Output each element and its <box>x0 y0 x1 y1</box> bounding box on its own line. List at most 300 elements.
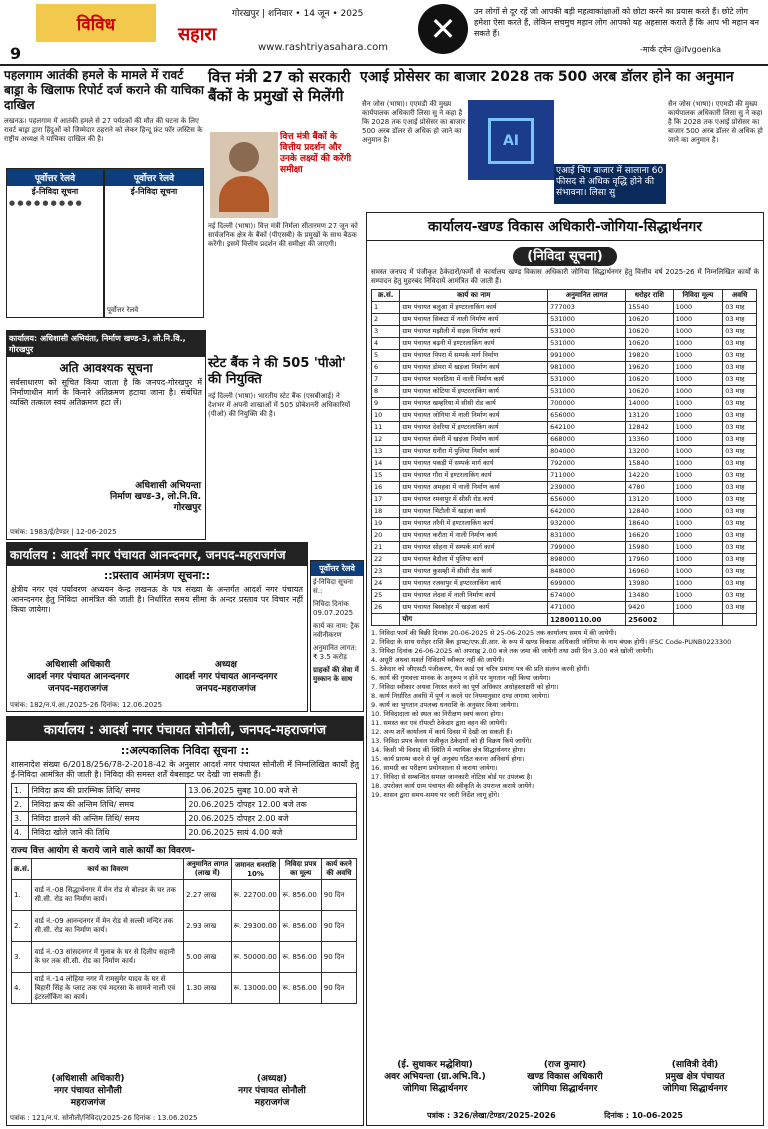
works-cell: 90 दिन <box>321 880 356 911</box>
works-title: राज्य वित्त आयोग से कराये जाने वाले कार्यों का विवरण- <box>11 846 195 856</box>
notice-sig-left: (अधिशासी अधिकारी) नगर पंचायत सोनौली महराजगंज <box>51 1074 125 1108</box>
notice-sig-left: अधिशासी अधिकारी आदर्श नगर पंचायत आनन्दनगर जनपद-महराजगंज <box>26 660 130 694</box>
jogia-cell: 1000 <box>673 494 723 506</box>
jogia-row <box>372 530 757 542</box>
photo-finance-minister <box>210 132 278 218</box>
jogia-cell: 13980 <box>626 578 673 590</box>
works-cell: रू. 856.00 <box>280 942 321 973</box>
notice-ref: पत्रांक : 121/न.पं. सोनौली/निविदा/2025-26 दिनांक : 13.06.2025 <box>10 1114 198 1122</box>
schedule-label: निविदा क्रय की अन्तिम तिथि/ समय <box>29 798 186 812</box>
jogia-term: 2. निविदा के साथ धरोहर राशि बैंक ड्राफ्ट/एफ.डी.आर. के रूप में खण्ड विकास अधिकारी जोगिया के नाम बंधक होगी। IFSC Code-PUNB0223300 <box>371 638 732 646</box>
jogia-row <box>372 350 757 362</box>
jogia-cell: 20 <box>372 530 400 542</box>
works-table <box>11 858 357 1004</box>
works-cell: रू. 29300.00 <box>231 911 280 942</box>
jogia-cell: 700000 <box>548 398 626 410</box>
schedule-label: निविदा क्रय की प्रारम्भिक तिथि/ समय <box>29 784 186 798</box>
jogia-cell: 11 <box>372 422 400 434</box>
story-badra <box>4 68 204 168</box>
jogia-cell: ग्राम पंचायत सिकटा में नाली निर्माण कार्य <box>400 314 548 326</box>
jogia-cell: 981000 <box>548 362 626 374</box>
jogia-cell: ग्राम पंचायत पकड़ी में सम्पर्क मार्ग कार्य <box>400 458 548 470</box>
jogia-header: निविदा मूल्य <box>673 290 723 302</box>
jogia-cell: 15840 <box>626 458 673 470</box>
jogia-cell: 12 <box>372 434 400 446</box>
notice-sig-right: (अध्यक्ष) नगर पंचायत सोनौली महराजगंज <box>238 1074 306 1108</box>
works-row <box>12 911 357 942</box>
works-header: कार्य का विवरण <box>32 859 184 880</box>
jogia-cell: 19620 <box>626 362 673 374</box>
jogia-term: 19. शासन द्वारा समय-समय पर जारी निर्देश लागू होंगे। <box>371 791 500 799</box>
notice-intro: समस्त जनपद में पंजीकृत ठेकेदारों/फर्मों से कार्यालय खण्ड विकास अधिकारी जोगिया सिद्धार्थनगर हेतु वित्तीय वर्ष 2025-26 में निम्नलिखित कार्यों के सम्पादन हेतु मुहरबंद निविदायें आमंत्रित की जाती हैं। <box>371 268 759 285</box>
schedule-row <box>12 784 357 798</box>
jogia-sig-3: (सावित्री देवी) प्रमुख क्षेत्र पंचायत जोगिया सिद्धार्थनगर <box>662 1060 728 1094</box>
jogia-cell: 1000 <box>673 590 723 602</box>
jogia-cell: 656000 <box>548 494 626 506</box>
works-row <box>12 973 357 1004</box>
works-cell: रू. 856.00 <box>280 880 321 911</box>
works-header: अनुमानित लागत (लाख में) <box>184 859 231 880</box>
schedule-value: 20.06.2025 दोपहर 12.00 बजे तक <box>186 798 357 812</box>
jogia-cell: ग्राम पंचायत गौरा में इण्टरलाकिंग कार्य <box>400 470 548 482</box>
jogia-term: 14. किसी भी विवाद की स्थिति में न्यायिक क्षेत्र सिद्धार्थनगर होगा। <box>371 746 526 754</box>
railway-title: पूर्वोत्तर रेलवे <box>7 169 103 186</box>
works-header: निविदा प्रपत्र का मूल्य <box>280 859 321 880</box>
railway-item: ई-निविदा सूचना सं.: <box>313 578 353 595</box>
jogia-cell: 1000 <box>673 602 723 614</box>
notice-title: (निविदा सूचना) <box>513 247 616 266</box>
jogia-row <box>372 566 757 578</box>
railway-footer: ग्राहकों की सेवा में मुस्कान के साथ <box>313 666 359 683</box>
jogia-total-row <box>372 614 757 626</box>
schedule-num: 3. <box>12 812 29 826</box>
jogia-cell: 642000 <box>548 506 626 518</box>
works-header: क्र.सं. <box>12 859 32 880</box>
works-cell: वार्ड नं.-08 सिद्धार्थनगर में मेन रोड से बोल्डर के घर तक सी.सी. रोड का निर्माण कार्य। <box>32 880 184 911</box>
notice-bar: कार्यालय: अधिशासी अभियंता, निर्माण खण्ड-3, लो.नि.वि., गोरखपुर <box>7 331 205 357</box>
jogia-total-cell: 256002 <box>626 614 673 626</box>
jogia-term: 6. कार्य की गुणवत्ता मानक के अनुरूप न होने पर भुगतान नहीं किया जायेगा। <box>371 674 551 682</box>
works-cell: वार्ड नं.-14 लोहिया नगर में रामसुमेर यादव के घर से बिहारी सिंह के प्लाट तक एवं मदरसा के सामने नाली एवं इंटरलॉकिंग का कार्य। <box>32 973 184 1004</box>
jogia-cell: ग्राम पंचायत भरवठिया में नाली निर्माण कार्य <box>400 374 548 386</box>
works-cell: रू. 13000.00 <box>231 973 280 1004</box>
railway-sub: ई-निविदा सूचना <box>31 187 79 196</box>
schedule-label: निविदा खोले जाने की तिथि <box>29 826 186 840</box>
jogia-cell: 13360 <box>626 434 673 446</box>
page-number: 9 <box>10 44 22 63</box>
story-body: लखनऊ। पहलगाम में आतंकी हमले से 27 पर्यटकों की मौत की घटना के लिए रावर्ट बाड्रा द्वारा हिंदुओं को जिम्मेदार ठहराने को लेकर हिन्दू फ्रंट फॉर जस्टिस के राष्ट्रीय अध्यक्ष ने याचिका दाखिल की है। <box>4 117 203 143</box>
jogia-cell: 03 माह <box>723 566 757 578</box>
railway-notice-1b <box>104 168 204 318</box>
jogia-cell: 531000 <box>548 386 626 398</box>
jogia-cell: 03 माह <box>723 530 757 542</box>
jogia-cell: 1000 <box>673 350 723 362</box>
schedule-row <box>12 826 357 840</box>
jogia-row <box>372 494 757 506</box>
notice-signer-city: गोरखपुर <box>173 503 201 513</box>
jogia-cell: 15 <box>372 470 400 482</box>
jogia-cell: 12840 <box>626 506 673 518</box>
jogia-cell: 1 <box>372 302 400 314</box>
jogia-cell: 03 माह <box>723 326 757 338</box>
schedule-num: 1. <box>12 784 29 798</box>
jogia-cell: ग्राम पंचायत भिटौली में खड़ंजा कार्य <box>400 506 548 518</box>
jogia-cell: 10620 <box>626 338 673 350</box>
jogia-cell: ग्राम पंचायत सोहना में सम्पर्क मार्ग कार्य <box>400 542 548 554</box>
jogia-cell: 699000 <box>548 578 626 590</box>
story-body: नई दिल्ली (भाषा)। भारतीय स्टेट बैंक (एसबीआई) ने देशभर में अपनी शाखाओं में 505 प्रोबेशनरी अधिकारियों (पीओ) की नियुक्ति की है। <box>208 392 351 418</box>
jogia-cell: 1000 <box>673 458 723 470</box>
jogia-cell: ग्राम पंचायत अमहवा में नाली निर्माण कार्य <box>400 482 548 494</box>
jogia-cell: 03 माह <box>723 302 757 314</box>
jogia-cell: 03 माह <box>723 362 757 374</box>
works-cell: रू. 856.00 <box>280 911 321 942</box>
works-cell: 5.00 लाख <box>184 942 231 973</box>
notice-bar: कार्यालय-खण्ड विकास अधिकारी-जोगिया-सिद्धार्थनगर <box>367 213 763 241</box>
jogia-row <box>372 542 757 554</box>
notice-body: क्षेत्रीय नगर एवं पर्यावरण अध्ययन केन्द्र लखनऊ के पत्र संख्या के अन्तर्गत आदर्श नगर पंचायत आनन्दनगर हेतु निविदा आमंत्रित की जाती है। निर्धारित समय सीमा के अन्दर प्रस्ताव पर विचार नहीं किया जायेगा। <box>11 585 303 614</box>
jogia-works-table <box>371 289 757 626</box>
jogia-term: 1. निविदा फार्म की बिक्री दिनांक 20-06-2025 से 25-06-2025 तक कार्यालय समय में की जायेगी। <box>371 629 617 637</box>
story-sbi <box>208 356 358 419</box>
section-tag: विविध <box>36 4 156 42</box>
jogia-cell: 831000 <box>548 530 626 542</box>
jogia-cell: 1000 <box>673 566 723 578</box>
works-cell: वार्ड नं.-09 आनन्दनगर में मेन रोड से सल्ली मन्दिर तक सी.सी. रोड का निर्माण कार्य। <box>32 911 184 942</box>
jogia-term: 11. समस्त कर एवं रॉयल्टी ठेकेदार द्वारा वहन की जायेगी। <box>371 719 507 727</box>
railway-item: अनुमानित लागत: ₹ 3.5 करोड़ <box>313 644 357 661</box>
photo-caption: वित्त मंत्री बैंकों के वित्तीय प्रदर्शन और उनके लक्ष्यों की करेंगी समीक्षा <box>280 132 352 175</box>
jogia-cell: ग्राम पंचायत मझौली में सड़क निर्माण कार्य <box>400 326 548 338</box>
jogia-cell: 03 माह <box>723 482 757 494</box>
jogia-cell: 26 <box>372 602 400 614</box>
jogia-term: 16. सामग्री का परीक्षण प्रयोगशाला से कराया जायेगा। <box>371 764 498 772</box>
jogia-cell: ग्राम पंचायत कुसम्ही में सीसी रोड कार्य <box>400 566 548 578</box>
railway-title: पूर्वोत्तर रेलवे <box>311 561 363 576</box>
jogia-row <box>372 326 757 338</box>
works-cell: 4. <box>12 973 32 1004</box>
schedule-row <box>12 798 357 812</box>
jogia-cell: ग्राम पंचायत बैदौला में पुलिया कार्य <box>400 554 548 566</box>
jogia-cell: 804000 <box>548 446 626 458</box>
jogia-cell: 991000 <box>548 350 626 362</box>
works-header: जमानत धनराशि 10% <box>231 859 280 880</box>
works-cell: वार्ड नं.-03 सांसदनगर में गुलाब के घर से दिलीप सहानी के घर तक सी.सी. रोड का निर्माण कार्य। <box>32 942 184 973</box>
jogia-total-cell: योग <box>400 614 548 626</box>
jogia-row <box>372 386 757 398</box>
jogia-term: 8. कार्य निर्धारित अवधि में पूर्ण न करने पर नियमानुसार दण्ड लगाया जायेगा। <box>371 692 550 700</box>
jogia-term: 5. ठेकेदार को जीएसटी पंजीकरण, पैन कार्ड एवं चरित्र प्रमाण पत्र की प्रति संलग्न करनी होगी। <box>371 665 590 673</box>
jogia-term: 18. उपरोक्त कार्य ग्राम पंचायत की स्वीकृति के उपरान्त कराये जायेंगे। <box>371 782 535 790</box>
jogia-row <box>372 446 757 458</box>
jogia-cell: 777003 <box>548 302 626 314</box>
jogia-cell: 03 माह <box>723 602 757 614</box>
schedule-value: 20.06.2025 सायं 4.00 बजे <box>186 826 357 840</box>
notice-pwd <box>6 330 206 540</box>
works-cell: 2.93 लाख <box>184 911 231 942</box>
jogia-cell: ग्राम पंचायत बढ़नी में इण्टरलाकिंग कार्य <box>400 338 548 350</box>
notice-bar: कार्यालय : आदर्श नगर पंचायत आनन्दनगर, जनपद-महराजगंज <box>7 543 307 566</box>
jogia-terms <box>367 629 763 800</box>
jogia-cell: 03 माह <box>723 494 757 506</box>
jogia-row <box>372 398 757 410</box>
story-body: नई दिल्ली (भाषा)। वित्त मंत्री निर्मला सीतारमण 27 जून को सार्वजनिक क्षेत्र के बैंकों (पीएसबी) के प्रमुखों के साथ बैठक करेंगी। इसमें वित्तीय प्रदर्शन की समीक्षा की जाएगी। <box>208 222 358 248</box>
jogia-cell: 932000 <box>548 518 626 530</box>
notice-bar: कार्यालय : आदर्श नगर पंचायत सोनौली, जनपद-महराजगंज <box>7 717 363 741</box>
jogia-term: 17. निविदा से सम्बन्धित समस्त जानकारी नोटिस बोर्ड पर उपलब्ध है। <box>371 773 533 781</box>
railway-notice-2 <box>310 560 364 712</box>
jogia-cell: 1000 <box>673 386 723 398</box>
works-cell: रू. 856.00 <box>280 973 321 1004</box>
jogia-cell: 21 <box>372 542 400 554</box>
jogia-cell: 9 <box>372 398 400 410</box>
jogia-cell: ग्राम पंचायत देवरिया में इण्टरलाकिंग कार्य <box>400 422 548 434</box>
jogia-cell: 1000 <box>673 314 723 326</box>
jogia-cell: 898000 <box>548 554 626 566</box>
jogia-cell: 531000 <box>548 374 626 386</box>
jogia-row <box>372 470 757 482</box>
jogia-row <box>372 602 757 614</box>
jogia-cell: 19 <box>372 518 400 530</box>
jogia-cell: 15540 <box>626 302 673 314</box>
jogia-cell: 03 माह <box>723 434 757 446</box>
jogia-row <box>372 506 757 518</box>
jogia-cell: 1000 <box>673 530 723 542</box>
jogia-cell: 14220 <box>626 470 673 482</box>
jogia-row <box>372 302 757 314</box>
railway-item: निविदा दिनांक 09.07.2025 <box>313 600 354 617</box>
works-cell: रू. 50000.00 <box>231 942 280 973</box>
jogia-cell: 1000 <box>673 362 723 374</box>
jogia-cell: 15980 <box>626 542 673 554</box>
jogia-cell: 03 माह <box>723 542 757 554</box>
jogia-cell: 03 माह <box>723 590 757 602</box>
jogia-total-cell: 12800110.00 <box>548 614 626 626</box>
schedule-value: 13.06.2025 सुबह 10.00 बजे से <box>186 784 357 798</box>
schedule-num: 4. <box>12 826 29 840</box>
jogia-cell: 03 माह <box>723 578 757 590</box>
story-headline: वित्त मंत्री 27 को सरकारी बैंकों के प्रमुखों से मिलेंगी <box>208 68 351 105</box>
jogia-cell: 4780 <box>626 482 673 494</box>
jogia-cell: 1000 <box>673 338 723 350</box>
schedule-num: 2. <box>12 798 29 812</box>
jogia-cell: 14 <box>372 458 400 470</box>
story-finance-minister <box>208 68 358 105</box>
jogia-cell: 6 <box>372 362 400 374</box>
works-cell: 90 दिन <box>321 911 356 942</box>
jogia-cell: 13200 <box>626 446 673 458</box>
jogia-cell: 03 माह <box>723 446 757 458</box>
notice-ref: पत्रांक: 1983/ई/टेण्डर | 12-06-2025 <box>10 528 117 536</box>
railway-sub: ई-निविदा सूचना <box>130 187 178 196</box>
jogia-cell: 2 <box>372 314 400 326</box>
jogia-cell: 03 माह <box>723 374 757 386</box>
jogia-cell: 8 <box>372 386 400 398</box>
jogia-row <box>372 578 757 590</box>
jogia-cell: 1000 <box>673 542 723 554</box>
jogia-cell: 642100 <box>548 422 626 434</box>
jogia-cell: 531000 <box>548 314 626 326</box>
jogia-total-cell <box>673 614 723 626</box>
railway-title: पूर्वोत्तर रेलवे <box>105 169 203 186</box>
railway-item: कार्य का नाम: ट्रैक नवीनीकरण <box>313 622 360 639</box>
jogia-cell: 13120 <box>626 494 673 506</box>
works-cell: रू. 22700.00 <box>231 880 280 911</box>
notice-anandnagar <box>6 542 308 712</box>
jogia-cell: 03 माह <box>723 422 757 434</box>
story-ai-processor <box>360 68 764 92</box>
jogia-term: 13. निविदा प्रपत्र केवल पंजीकृत ठेकेदारों को ही विक्रय किये जायेंगे। <box>371 737 532 745</box>
notice-title: ::प्रस्ताव आमंत्रण सूचना:: <box>103 569 211 582</box>
jogia-header: अवधि <box>723 290 757 302</box>
railway-footer: पूर्वोत्तर रेलवे <box>107 306 139 314</box>
jogia-cell: 03 माह <box>723 410 757 422</box>
jogia-cell: 1000 <box>673 398 723 410</box>
jogia-row <box>372 482 757 494</box>
jogia-row <box>372 518 757 530</box>
story-body: सैन जोस (भाषा)। एएमडी की मुख्य कार्यपालक अधिकारी लिसा सु ने कहा है कि 2028 तक एआई प्रोसेसर का बाजार 500 अरब डॉलर से अधिक हो जाने का अनुमान है। <box>362 100 466 144</box>
notice-sonauli <box>6 716 364 1126</box>
jogia-cell: 1000 <box>673 578 723 590</box>
jogia-cell: 1000 <box>673 422 723 434</box>
header-quote: उन लोगों से दूर रहें जो आपकी बड़ी महत्वाकांक्षाओं को छोटा करने का प्रयास करते हैं। छोटे लोग हमेशा ऐसा करते हैं, लेकिन सचमुच महान लोग आपको यह अहसास कराते हैं कि आप भी महान बन सकते हैं। <box>474 7 759 38</box>
jogia-cell: ग्राम पंचायत डोमरा में खड़ंजा निर्माण कार्य <box>400 362 548 374</box>
jogia-cell: 25 <box>372 590 400 602</box>
jogia-cell: 13120 <box>626 410 673 422</box>
jogia-cell: ग्राम पंचायत पिपरा में सम्पर्क मार्ग निर्माण <box>400 350 548 362</box>
jogia-row <box>372 590 757 602</box>
jogia-cell: 1000 <box>673 554 723 566</box>
header-quote-author: -मार्क ट्वेन @ifvgoenka <box>640 45 722 54</box>
jogia-row <box>372 314 757 326</box>
jogia-cell: 23 <box>372 566 400 578</box>
notice-signer-office: निर्माण खण्ड-3, लो.नि.वि. <box>109 492 201 502</box>
works-cell: 2. <box>12 911 32 942</box>
jogia-cell: 674000 <box>548 590 626 602</box>
jogia-cell: 656000 <box>548 410 626 422</box>
jogia-cell: 668000 <box>548 434 626 446</box>
jogia-cell: 799000 <box>548 542 626 554</box>
works-cell: 1. <box>12 880 32 911</box>
jogia-cell: 16960 <box>626 566 673 578</box>
jogia-cell: 3 <box>372 326 400 338</box>
works-cell: 2.27 लाख <box>184 880 231 911</box>
x-logo-icon: ✕ <box>418 4 468 54</box>
jogia-cell: 10620 <box>626 374 673 386</box>
works-cell: 90 दिन <box>321 942 356 973</box>
jogia-cell: ग्राम पंचायत सेमरी में खड़ंजा निर्माण कार्य <box>400 434 548 446</box>
jogia-cell: 10 <box>372 410 400 422</box>
schedule-value: 20.06.2025 दोपहर 2.00 बजे <box>186 812 357 826</box>
jogia-header: कार्य का नाम <box>400 290 548 302</box>
jogia-cell: 711000 <box>548 470 626 482</box>
jogia-cell: 03 माह <box>723 338 757 350</box>
jogia-cell: 531000 <box>548 338 626 350</box>
notice-jogia <box>366 212 764 1126</box>
jogia-row <box>372 374 757 386</box>
jogia-cell: 03 माह <box>723 554 757 566</box>
jogia-row <box>372 434 757 446</box>
jogia-cell: 10620 <box>626 386 673 398</box>
works-header: कार्य करने की अवधि <box>321 859 356 880</box>
jogia-row <box>372 554 757 566</box>
schedule-table <box>11 783 357 840</box>
jogia-cell: 239000 <box>548 482 626 494</box>
jogia-cell: 03 माह <box>723 314 757 326</box>
jogia-cell: ग्राम पंचायत बिस्कोहर में खड़ंजा कार्य <box>400 602 548 614</box>
jogia-cell: 17 <box>372 494 400 506</box>
jogia-row <box>372 422 757 434</box>
jogia-term: 4. अधूरी अथवा सशर्त निविदायें स्वीकार नहीं की जायेंगी। <box>371 656 505 664</box>
jogia-sig-1: (ई. सुधाकर मद्धेशिया) अवर अभियन्ता (ग्रा.अभि.वि.) जोगिया सिद्धार्थनगर <box>384 1060 486 1094</box>
jogia-cell: ग्राम पंचायत बलुआ में इण्टरलाकिंग कार्य <box>400 302 548 314</box>
ai-callout: एआई चिप बाजार में सालाना 60 फीसद से अधिक वृद्धि होने की संभावना। लिसा सु <box>554 164 666 204</box>
jogia-term: 15. कार्य प्रारम्भ करने से पूर्व अनुबंध गठित करना अनिवार्य होगा। <box>371 755 525 763</box>
jogia-cell: 18 <box>372 506 400 518</box>
jogia-row <box>372 362 757 374</box>
jogia-cell: ग्राम पंचायत रजवापुर में इण्टरलाकिंग कार्य <box>400 578 548 590</box>
jogia-cell: 14000 <box>626 398 673 410</box>
jogia-cell: ग्राम पंचायत करौता में नाली निर्माण कार्य <box>400 530 548 542</box>
jogia-cell: ग्राम पंचायत धनौरा में पुलिया निर्माण कार्य <box>400 446 548 458</box>
site-url[interactable]: www.rashtriyasahara.com <box>258 42 389 53</box>
jogia-cell: 1000 <box>673 506 723 518</box>
railway-notice-1: पूर्वोत्तर रेलवे ई-निविदा सूचना ● ● ● ● ● ● ● ● ● <box>6 168 104 318</box>
jogia-cell: 10620 <box>626 314 673 326</box>
jogia-row <box>372 458 757 470</box>
jogia-cell: 1000 <box>673 326 723 338</box>
jogia-cell: 13480 <box>626 590 673 602</box>
jogia-row <box>372 410 757 422</box>
jogia-cell: 03 माह <box>723 506 757 518</box>
notice-body: शासनादेश संख्या 6/2018/256/78-2-2018-42 के अनुसार आदर्श नगर पंचायत सोनौली में निम्नलिखित कार्यों हेतु ई-निविदा आमंत्रित की जाती है। निविदा की समस्त शर्तें वेबसाइट पर देखी जा सकती हैं। <box>11 760 359 779</box>
jogia-cell: 03 माह <box>723 470 757 482</box>
jogia-cell: 1000 <box>673 434 723 446</box>
jogia-cell: 848000 <box>548 566 626 578</box>
jogia-cell: 12842 <box>626 422 673 434</box>
jogia-cell: 1000 <box>673 482 723 494</box>
jogia-term: 12. अन्य शर्तें कार्यालय में कार्य दिवस में देखी जा सकती हैं। <box>371 728 513 736</box>
jogia-sig-2: (राज कुमार) खण्ड विकास अधिकारी जोगिया सिद्धार्थनगर <box>527 1060 603 1094</box>
notice-body: सर्वसाधारण को सूचित किया जाता है कि जनपद-गोरखपुर में निर्माणाधीन मार्ग के किनारे अतिक्रमण हटाया जाना है। संबंधित व्यक्ति तत्काल स्वयं अतिक्रमण हटा लें। <box>10 378 202 407</box>
jogia-cell: 1000 <box>673 302 723 314</box>
jogia-term: 9. कार्य का भुगतान उपलब्ध धनराशि के अनुसार किया जायेगा। <box>371 701 519 709</box>
notice-sig-right: अध्यक्ष आदर्श नगर पंचायत आनन्दनगर जनपद-महराजगंज <box>174 660 278 694</box>
schedule-row <box>12 812 357 826</box>
jogia-cell: ग्राम पंचायत खम्हरिया में सीसी रोड कार्य <box>400 398 548 410</box>
jogia-cell: 531000 <box>548 326 626 338</box>
jogia-cell: 16 <box>372 482 400 494</box>
jogia-cell: 1000 <box>673 410 723 422</box>
jogia-cell: 471000 <box>548 602 626 614</box>
jogia-cell: 03 माह <box>723 518 757 530</box>
ai-chip-image: AI <box>468 100 554 180</box>
works-cell: 90 दिन <box>321 973 356 1004</box>
page-header <box>0 0 768 66</box>
notice-title: ::अल्पकालिक निविदा सूचना :: <box>120 744 250 757</box>
jogia-cell: 4 <box>372 338 400 350</box>
story-body-continued: सैन जोस (भाषा)। एएमडी की मुख्य कार्यपालक अधिकारी लिसा सु ने कहा है कि 2028 तक एआई प्रोसेसर का बाजार 500 अरब डॉलर से अधिक हो जाने का अनुमान है। <box>668 100 763 144</box>
jogia-cell: 16620 <box>626 530 673 542</box>
jogia-cell: 5 <box>372 350 400 362</box>
story-headline: पहलगाम आतंकी हमले के मामले में रावर्ट बाड्रा के खिलाफ रिपोर्ट दर्ज कराने की याचिका दाखिल <box>4 68 204 112</box>
jogia-cell: 1000 <box>673 518 723 530</box>
jogia-cell: 10620 <box>626 326 673 338</box>
jogia-cell: 24 <box>372 578 400 590</box>
jogia-cell: ग्राम पंचायत जोगिया में नाली निर्माण कार्य <box>400 410 548 422</box>
brand-logo: सहारा <box>178 24 217 45</box>
jogia-cell: 1000 <box>673 374 723 386</box>
